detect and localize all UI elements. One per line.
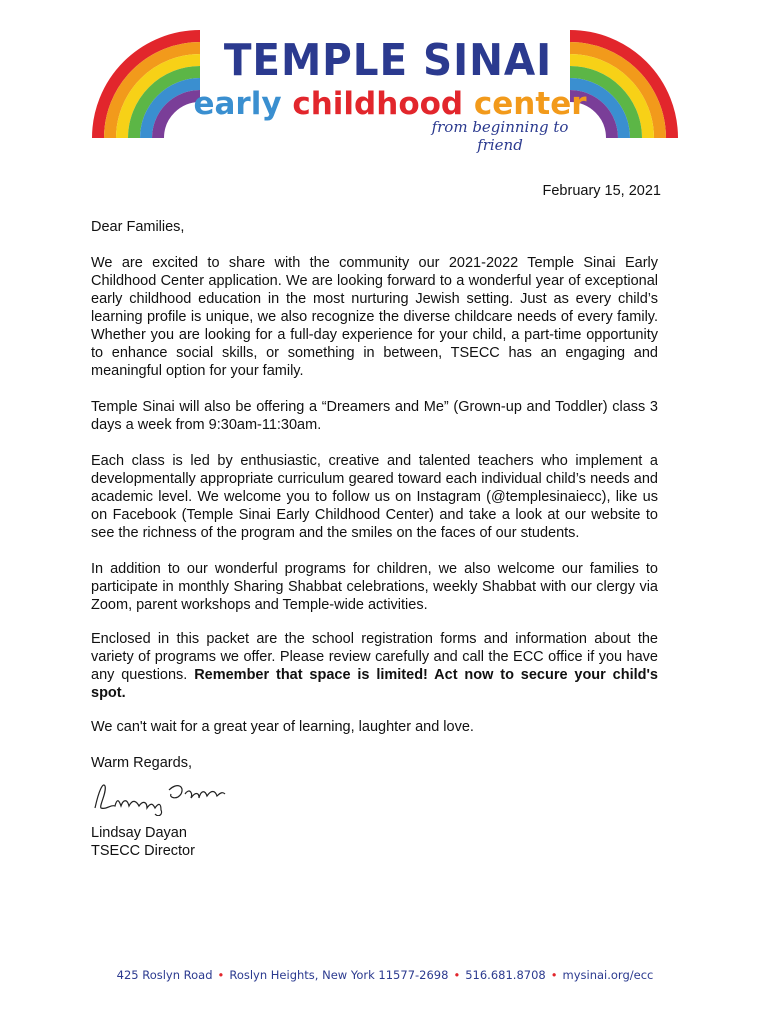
- paragraph-programs: In addition to our wonderful programs for children, we also welcome our families to participate in monthly Sharing Shabbat celebrations, weekly Shabbat with our clergy via Zoom, parent workshops and Temple-wide activities.: [91, 561, 658, 613]
- logo-subtitle-center: center: [473, 86, 587, 122]
- letterhead-logo: [90, 28, 680, 154]
- footer-phone: 516.681.8708: [465, 968, 546, 982]
- bullet-icon: •: [550, 968, 558, 982]
- left-rainbow-icon: [90, 28, 200, 138]
- bullet-icon: •: [217, 968, 225, 982]
- logo-title: TEMPLE SINAI: [223, 35, 553, 86]
- logo-subtitle: [190, 86, 590, 122]
- letter-date: February 15, 2021: [542, 183, 661, 199]
- footer-website[interactable]: mysinai.org/ecc: [562, 968, 654, 982]
- footer-address: 425 Roslyn Road: [116, 968, 213, 982]
- logo-subtitle-early: early: [193, 86, 282, 122]
- paragraph-dreamers: Temple Sinai will also be offering a “Dreamers and Me” (Grown-up and Toddler) class 3 days a week from 9:30am-11:30am.: [91, 399, 658, 433]
- logo-tagline: from beginning to friend: [431, 118, 569, 154]
- logo-subtitle-childhood: childhood: [292, 86, 464, 122]
- handwritten-signature: [89, 776, 229, 816]
- enclosed-emphasis: Remember that space is limited! Act now to secure your child's spot.: [91, 667, 658, 701]
- paragraph-enclosed: [91, 630, 658, 702]
- signer-role: TSECC Director: [91, 843, 195, 859]
- signer-name: Lindsay Dayan: [91, 825, 187, 841]
- enclosed-text: Enclosed in this packet are the school registration forms and information about the variety of programs we offer. Please review carefully and call the ECC office if you have any questions.: [91, 631, 658, 683]
- footer-contact: [0, 968, 770, 982]
- paragraph-classes: Each class is led by enthusiastic, creative and talented teachers who implement a developmentally appropriate curriculum geared toward each individual child’s needs and academic level. We welcome you to follow us on Instagram (@templesinaiecc), like us on Facebook (Temple Sinai Early Childhood Center) and take a look at our website to see the richness of the program and the smiles on the faces of our students.: [91, 453, 658, 541]
- bullet-icon: •: [453, 968, 461, 982]
- footer-city: Roslyn Heights, New York 11577-2698: [229, 968, 449, 982]
- letter-closing: Warm Regards,: [91, 755, 192, 771]
- letter-salutation: Dear Families,: [91, 219, 185, 235]
- paragraph-intro: We are excited to share with the community our 2021-2022 Temple Sinai Early Childhood Center application. We are looking forward to a wonderful year of exceptional early childhood education in the most nurturing Jewish setting. Just as every child’s learning profile is unique, we also recognize the diverse childcare needs of every family. Whether you are looking for a full-day experience for your child, a part-time opportunity to enhance social skills, or something in between, TSECC has an engaging and meaningful option for your family.: [91, 255, 658, 379]
- paragraph-closing: We can't wait for a great year of learning, laughter and love.: [91, 719, 474, 735]
